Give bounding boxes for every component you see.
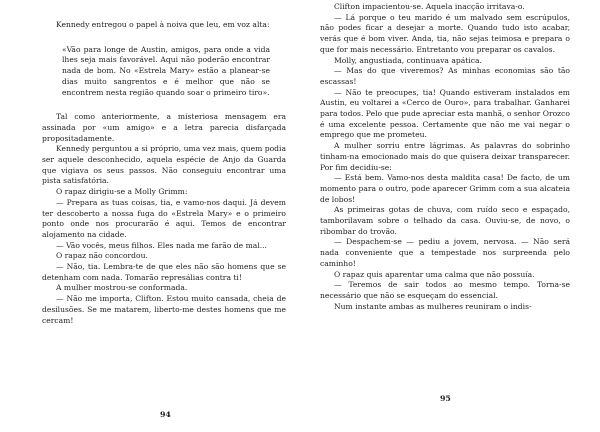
page-number: 95 <box>440 394 451 404</box>
paragraph: A mulher sorriu entre lágrimas. As palavras do sobrinho tinham-na emocionado mais do que quisera deixar transparecer. Por fim decidiu-se: <box>320 141 570 172</box>
paragraph: Num instante ambas as mulheres reuniram o indis- <box>334 301 532 311</box>
paragraph: Molly, angustiada, continuava apática. <box>334 55 482 65</box>
paragraph: O rapaz não concordou. <box>56 251 148 261</box>
paragraph: Tal como anteriormente, a misteriosa mensagem era assinada por «um amigo» e a letra parecia disfarçada propositadamente. <box>42 112 286 143</box>
paragraph: As primeiras gotas de chuva, com ruído seco e espaçado, tamborilavam sobre o telhado da casa. Ouviu-se, de novo, o ribombar do trovão. <box>320 205 570 236</box>
paragraph: O rapaz dirigiu-se a Molly Grimm: <box>56 187 188 197</box>
left-page <box>42 20 286 432</box>
quoted-message: «Vão para longe de Austin, amigos, para onde a vida lhes seja mais favorável. Aqui não poderão encontrar nada de bom. No «Estrela Mary» estão a planear-se dias muito sangrentos e é melhor que não se encontrem nesta região quando soar o primeiro tiro». <box>62 44 270 97</box>
intro-paragraph: Kennedy entregou o papel à noiva que leu, em voz alta: <box>56 20 270 29</box>
paragraph: — Teremos de sair todos ao mesmo tempo. Torna-se necessário que não se esqueçam do essencial. <box>320 280 570 300</box>
paragraph: — Não te preocupes, tia! Quando estiveram instalados em Austin, eu voltarei a «Cerco de Ouro», para trabalhar. Ganharei para todos. Pelo que pude apreciar esta manhã, o senhor Orozco é uma excelente pessoa. Certamente que não me vai negar o emprego que me prometeu. <box>320 87 570 140</box>
paragraph: — Não, tia. Lembra-te de que eles não são homens que se detenham com nada. Tomarão represálias contra ti! <box>42 262 286 282</box>
paragraph: A mulher mostrou-se conformada. <box>56 283 188 293</box>
paragraph: — Está bem. Vamo-nos desta maldita casa! De facto, de um momento para o outro, pode aparecer Grimm com a sua alcateia de lobos! <box>320 173 570 204</box>
page-number: 94 <box>160 410 171 420</box>
paragraph: Clifton impacientou-se. Aquela inacção irritava-o. <box>334 2 525 11</box>
paragraph: — Lá porque o teu marido é um malvado sem escrúpulos, não podes ficar a desejar a morte. Quando tudo isto acabar, verás que é bom viver. Anda, tia, não sejas teimosa e prepara o que for mais necessário. Entretanto vou preparar os cavalos. <box>320 12 570 54</box>
paragraph: — Despachem-se — pediu a jovem, nervosa. — Não será nada conveniente que a tempestade nos surpreenda pelo caminho! <box>320 237 570 268</box>
paragraph: — Mas do que viveremos? As minhas economias são tão escassas! <box>320 66 570 86</box>
paragraph: O rapaz quis aparentar uma calma que não possuía. <box>334 269 535 279</box>
right-page <box>320 2 570 414</box>
paragraph: — Não me importa, Clifton. Estou muito cansada, cheia de desilusões. Se me matarem, liberto-me destes homens que me cercam! <box>42 294 286 325</box>
paragraph: — Vão vocês, meus filhos. Eles nada me farão de mal... <box>56 240 267 250</box>
paragraph: Kennedy perguntou a si próprio, uma vez mais, quem podia ser aquele desconhecido, aquela espécie de Anjo da Guarda que vigiava os seus passos. Não conseguiu encontrar uma pista satisfatória. <box>42 144 286 186</box>
paragraph: — Prepara as tuas coisas, tia, e vamo-nos daqui. Já devem ter descoberto a nossa fuga do «Estrela Mary» e o primeiro ponto onde nos procurarão é aqui. Temos de encontrar alojamento na cidade. <box>42 197 286 239</box>
